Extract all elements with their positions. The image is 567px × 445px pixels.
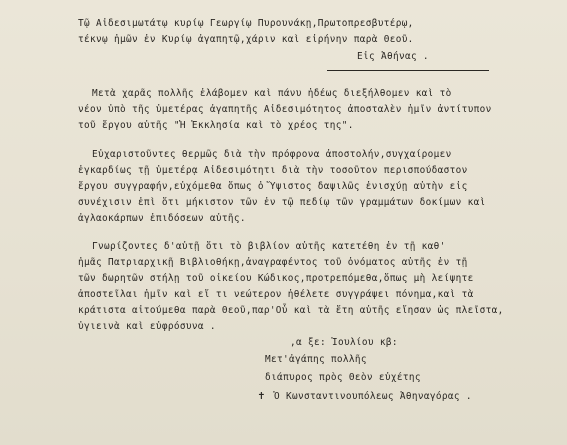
signature-line: Ὁ Κωνσταντινουπόλεως Ἀθηναγόρας . bbox=[274, 391, 472, 402]
paragraph-3-line: ἡμᾶς Πατριαρχικῇ Βιβλιοθήκῃ,ἀναγραφέντος τοῦ ὀνόματος αὐτῆς ἐν τῇ bbox=[78, 257, 468, 268]
paragraph-1-line: τοῦ ἔργου αὐτῆς "Ἡ Ἐκκλησία καὶ τὸ χρέος της". bbox=[78, 120, 354, 131]
salutation-line-2: τέκνῳ ἡμῶν ἐν Κυρίῳ ἀγαπητῷ,χάριν καὶ εἰρήνην παρὰ Θεοῦ. bbox=[78, 34, 414, 45]
paragraph-2-line: Εὐχαριστοῦντες θερμῶς διὰ τὴν πρόφρονα ἀποστολήν,συγχαίρομεν bbox=[92, 149, 452, 160]
paragraph-3-line: τῶν δωρητῶν στήλῃ τοῦ οἰκείου Κώδικος,προτρεπόμεθα,ὅπως μὴ λείψητε bbox=[78, 273, 474, 284]
salutation-line-1: Τῷ Αἰδεσιμωτάτῳ κυρίῳ Γεωργίῳ Πυρουνάκῃ,Πρωτοπρεσβυτέρῳ, bbox=[78, 18, 414, 29]
closing-line-1: Μετ'ἀγάπης πολλῆς bbox=[265, 354, 367, 365]
paragraph-3-line: ὑγιεινὰ καὶ εὐφρόσυνα . bbox=[78, 321, 216, 332]
closing-line-2: διάπυρος πρὸς Θεὸν εὐχέτης bbox=[265, 372, 421, 383]
address-line: Εἰς Ἀθήνας . bbox=[357, 51, 429, 62]
paragraph-2-line: ἀγλαοκάρπων ἐπιδόσεων αὐτῆς. bbox=[78, 213, 246, 224]
paragraph-3-line: ἀποστεῖλαι ἡμῖν καὶ εἴ τι νεώτερον ἠθέλετε συγγράψει πόνημα,καὶ τὰ bbox=[78, 289, 474, 300]
paragraph-2-line: ἐγκαρδίως τῇ ὑμετέρᾳ Αἰδεσιμότητι διὰ τὴν τοσοῦτον περισπούδαστον bbox=[78, 165, 468, 176]
address-underline bbox=[327, 70, 489, 71]
paragraph-3-line: κράτιστα αἰτούμεθα παρὰ Θεοῦ,παρ'Οὗ καὶ τὰ ἔτη αὐτῆς εἴησαν ὡς πλεῖστα, bbox=[78, 305, 504, 316]
paragraph-3-line: Γνωρίζοντες δ'αὐτῇ ὅτι τὸ βιβλίον αὐτῆς κατετέθη ἐν τῇ καθ' bbox=[92, 241, 446, 252]
closing-date: ,α ξε: Ἰουλίου κβ: bbox=[290, 337, 398, 348]
paragraph-1-line: νέον ὑπὸ τῆς ὑμετέρας ἀγαπητῆς Αἰδεσιμότητος ἀποσταλὲν ἡμῖν ἀντίτυπον bbox=[78, 104, 492, 115]
paragraph-2-line: συνέχισιν ἐπὶ ὅτι μήκιστον τῶν ἐν τῷ πεδίῳ τῶν γραμμάτων δοκίμων καὶ bbox=[78, 197, 486, 208]
paragraph-2-line: ἔργου συγγραφήν,εὐχόμεθα ὅπως ὁ Ὕψιστος δαψιλῶς ἐνισχύῃ αὐτὴν εἰς bbox=[78, 181, 468, 192]
paragraph-1-line: Μετὰ χαρᾶς πολλῆς ἐλάβομεν καὶ πάνυ ἡδέως διεξήλθομεν καὶ τὸ bbox=[92, 88, 452, 99]
cross-icon: ✝ bbox=[258, 389, 265, 402]
